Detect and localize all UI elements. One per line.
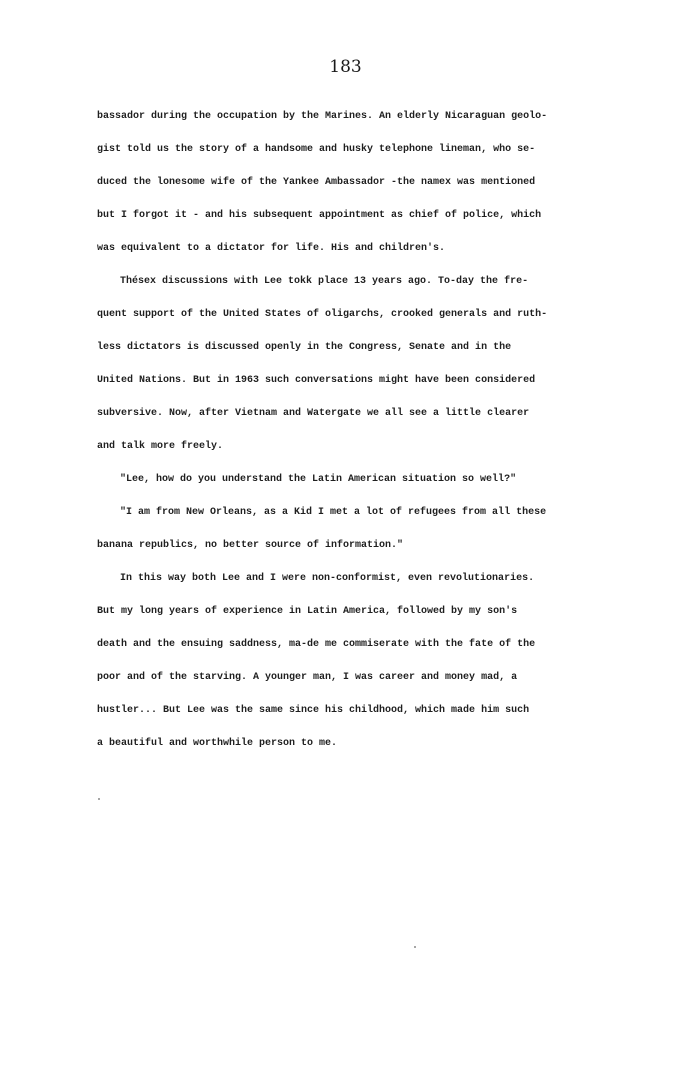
text-line: a beautiful and worthwhile person to me. — [97, 738, 338, 749]
text-line: United Nations. But in 1963 such conversations might have been considered — [97, 375, 536, 386]
scan-speck — [414, 946, 416, 948]
scan-speck — [98, 798, 100, 800]
text-line: subversive. Now, after Vietnam and Watergate we all see a little clearer — [97, 408, 530, 419]
text-line: but I forgot it - and his subsequent appointment as chief of police, which — [97, 210, 542, 221]
text-line: less dictators is discussed openly in the Congress, Senate and in the — [97, 342, 512, 353]
page-number: 183 — [329, 57, 362, 77]
paragraph-start-line: Thésex discussions with Lee tokk place 13 years ago. To-day the fre- — [120, 276, 529, 287]
paragraph-start-line: In this way both Lee and I were non-conformist, even revolutionaries. — [120, 573, 535, 584]
quote-line: "Lee, how do you understand the Latin American situation so well?" — [120, 474, 517, 485]
text-line: gist told us the story of a handsome and husky telephone lineman, who se- — [97, 144, 536, 155]
text-line: death and the ensuing saddness, ma-de me commiserate with the fate of the — [97, 639, 536, 650]
text-line: poor and of the starving. A younger man, I was career and money mad, a — [97, 672, 518, 683]
text-line: hustler... But Lee was the same since his childhood, which made him such — [97, 705, 530, 716]
quote-line: "I am from New Orleans, as a Kid I met a lot of refugees from all these — [120, 507, 547, 518]
text-line: But my long years of experience in Latin America, followed by my son's — [97, 606, 518, 617]
text-line: bassador during the occupation by the Marines. An elderly Nicaraguan geolo- — [97, 111, 548, 122]
body-text — [97, 104, 597, 764]
text-line: was equivalent to a dictator for life. His and children's. — [97, 243, 446, 254]
text-line: and talk more freely. — [97, 441, 224, 452]
text-line: duced the lonesome wife of the Yankee Ambassador -the namex was mentioned — [97, 177, 536, 188]
text-line: banana republics, no better source of information." — [97, 540, 404, 551]
text-line: quent support of the United States of oligarchs, crooked generals and ruth- — [97, 309, 548, 320]
